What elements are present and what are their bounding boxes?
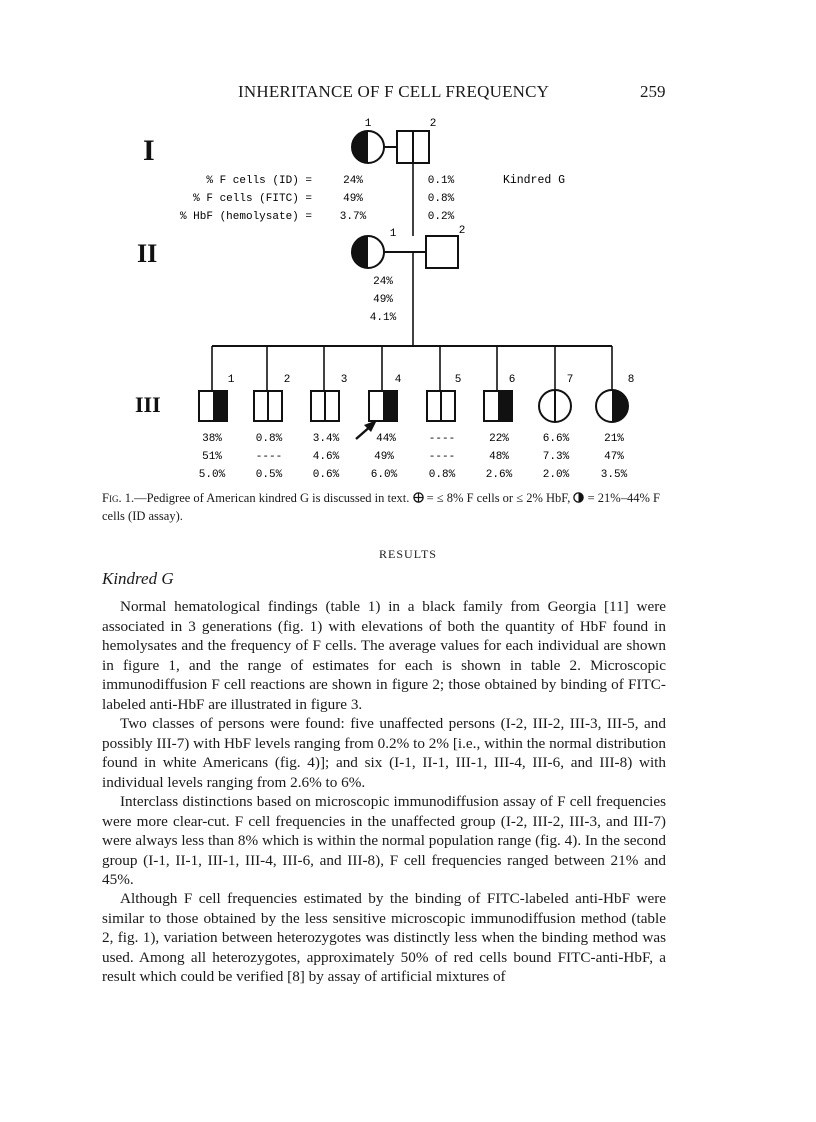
section-heading: RESULTS: [379, 547, 437, 561]
subsection-heading: Kindred G: [102, 569, 174, 588]
value-iii-4-fitc: 49%: [374, 451, 394, 463]
value-iii-7-id: 6.6%: [542, 433, 570, 445]
individual-number-iii-6: 6: [508, 374, 516, 386]
value-iii-2-id: 0.8%: [255, 433, 283, 445]
kindred-label: Kindred G: [502, 174, 566, 187]
value-iii-6-fitc: 48%: [489, 451, 509, 463]
value-iii-8-hbf: 3.5%: [600, 469, 628, 481]
value-iii-1-hbf: 5.0%: [198, 469, 226, 481]
individual-number-iii-4: 4: [394, 374, 402, 386]
value-iii-8-fitc: 47%: [604, 451, 624, 463]
value-iii-4-id: 44%: [376, 433, 396, 445]
value-iii-2-fitc: ----: [255, 451, 283, 463]
generation-label-ii: II: [137, 239, 158, 268]
caption-text-c: = 21%–44% F cells (ID assay).: [102, 491, 660, 523]
value-i-2-fitc: 0.8%: [427, 193, 455, 205]
value-iii-8-id: 21%: [604, 433, 624, 445]
caption-text-b: = ≤ 8% F cells or ≤ 2% HbF,: [423, 491, 571, 505]
symbol-male-heterozygote-iii-1: [199, 391, 227, 421]
value-ii-1-fitc: 49%: [373, 294, 393, 306]
symbol-male-heterozygote-iii-6: [484, 391, 512, 421]
value-iii-3-fitc: 4.6%: [312, 451, 340, 463]
symbol-female-heterozygote-ii-1: [352, 236, 384, 268]
value-i-2-hbf: 0.2%: [427, 211, 455, 223]
individual-number-ii-1: 1: [389, 228, 397, 240]
value-iii-6-id: 22%: [489, 433, 509, 445]
individual-number-ii-2: 2: [458, 225, 466, 237]
individual-number-i-2: 2: [429, 118, 437, 130]
individual-number-iii-2: 2: [283, 374, 291, 386]
value-iii-3-hbf: 0.6%: [312, 469, 340, 481]
value-iii-3-id: 3.4%: [312, 433, 340, 445]
individual-number-iii-5: 5: [454, 374, 462, 386]
pedigree-figure: [0, 0, 816, 490]
generation-label-iii: III: [135, 392, 161, 417]
value-iii-7-hbf: 2.0%: [542, 469, 570, 481]
value-iii-1-fitc: 51%: [202, 451, 222, 463]
individual-number-i-1: 1: [364, 118, 372, 130]
value-iii-5-fitc: ----: [428, 451, 456, 463]
page-number: 259: [640, 82, 666, 101]
value-iii-2-hbf: 0.5%: [255, 469, 283, 481]
individual-number-iii-8: 8: [627, 374, 635, 386]
symbol-male-unaffected-iii-5: [427, 391, 455, 421]
individual-number-iii-3: 3: [340, 374, 348, 386]
symbol-male-unaffected-iii-3: [311, 391, 339, 421]
value-iii-1-id: 38%: [202, 433, 222, 445]
caption-label: Fig. 1.: [102, 491, 135, 505]
heterozygote-symbol-icon: [573, 492, 584, 503]
measure-label-id: % F cells (ID) =: [206, 175, 312, 187]
value-iii-4-hbf: 6.0%: [370, 469, 398, 481]
unaffected-symbol-icon: [413, 492, 424, 503]
symbol-male-unaffected-iii-2: [254, 391, 282, 421]
symbol-female-heterozygote-iii-8: [596, 390, 628, 422]
symbol-male-heterozygote-iii-4: [369, 391, 397, 421]
running-title: INHERITANCE OF F CELL FREQUENCY: [238, 82, 550, 101]
symbol-male-normal-ii-2: [426, 236, 458, 268]
individual-number-iii-1: 1: [227, 374, 235, 386]
value-ii-1-hbf: 4.1%: [369, 312, 397, 324]
value-iii-7-fitc: 7.3%: [542, 451, 570, 463]
symbol-female-heterozygote-i-1: [352, 131, 384, 163]
caption-text-a: —Pedigree of American kindred G is discussed in text.: [134, 491, 410, 505]
value-iii-5-id: ----: [428, 433, 456, 445]
generation-label-i: I: [143, 134, 155, 167]
value-i-1-id: 24%: [343, 175, 363, 187]
value-iii-6-hbf: 2.6%: [485, 469, 513, 481]
body-paragraph: Normal hematological findings (table 1) in a black family from Georgia [11] were associated in 3 generations (fig. 1) with elevations of both the quantity of HbF found in hemolysates and the frequency of F cells. The average values for each individual are shown in figure 1, and the range of estimates for each is shown in table 2. Microscopic immunodiffusion F cell reactions are shown in figure 2; those obtained by binding of FITC-labeled anti-HbF are illustrated in figure 3.: [102, 598, 666, 713]
measure-label-hemolysate: % HbF (hemolysate) =: [179, 211, 312, 223]
value-i-1-fitc: 49%: [343, 193, 363, 205]
value-i-1-hbf: 3.7%: [339, 211, 367, 223]
body-paragraph: Two classes of persons were found: five unaffected persons (I-2, III-2, III-3, III-5, and possibly III-7) with HbF levels ranging from 0.2% to 2% [i.e., within the normal distribution found in white Americans (fig. 4)]; and six (I-1, II-1, III-1, III-4, III-6, and III-8) with individual levels ranging from 2.6% to 6%.: [102, 715, 666, 791]
measure-label-fitc: % F cells (FITC) =: [193, 193, 312, 205]
value-iii-5-hbf: 0.8%: [428, 469, 456, 481]
body-paragraph: Although F cell frequencies estimated by the binding of FITC-labeled anti-HbF were similar to those obtained by the less sensitive microscopic immunodiffusion method (table 2, fig. 1), variation between heterozygotes was distinctly less when the binding method was used. Among all heterozygotes, approximately 50% of red cells bound FITC-anti-HbF, a result which could be verified [8] by assay of artificial mixtures of: [102, 890, 666, 986]
figure-caption: [102, 489, 662, 525]
value-ii-1-id: 24%: [373, 276, 393, 288]
symbol-female-unaffected-iii-7: [539, 390, 571, 422]
proband-arrow-icon: [356, 420, 377, 439]
individual-number-iii-7: 7: [566, 374, 574, 386]
body-paragraph: Interclass distinctions based on microscopic immunodiffusion assay of F cell frequencies were more clear-cut. F cell frequencies in the unaffected group (I-2, III-2, III-3, and III-7) were always less than 8% which is within the normal population range (fig. 4). In the second group (I-1, II-1, III-1, III-4, III-6, and III-8), F cell frequencies ranged between 21% and 45%.: [102, 793, 666, 889]
value-i-2-id: 0.1%: [427, 175, 455, 187]
